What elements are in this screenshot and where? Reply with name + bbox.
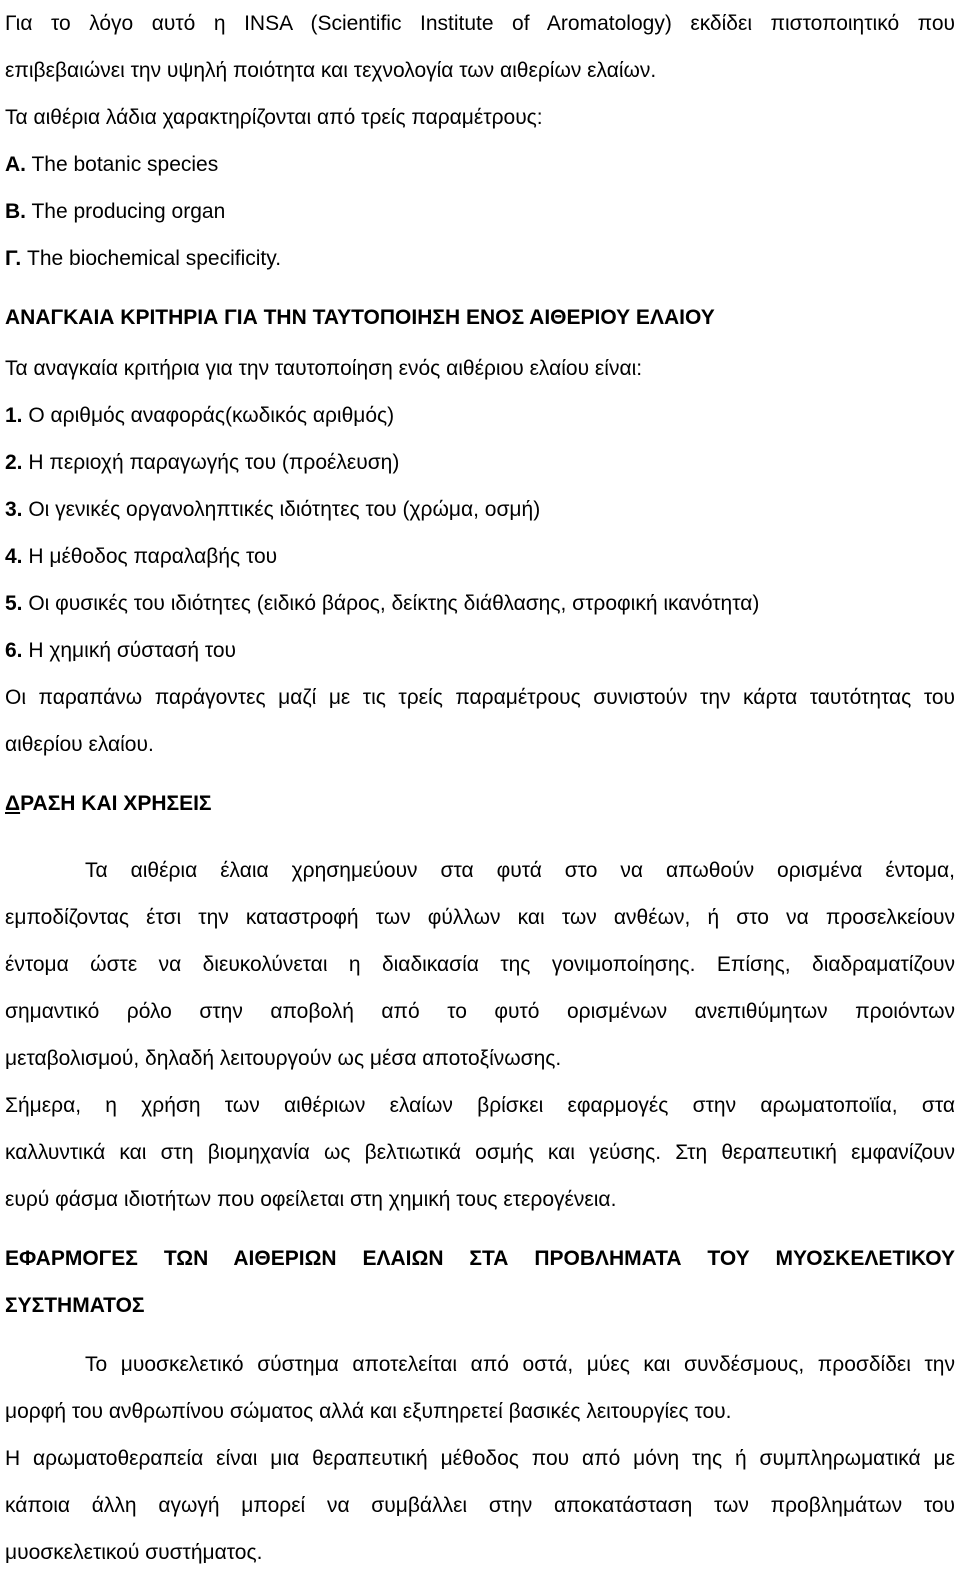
paragraph-aromatherapy [5,1435,955,1576]
criteria-text: Οι φυσικές του ιδιότητες (ειδικό βάρος, δείκτης διάθλασης, στροφική ικανότητα) [22,592,760,615]
section-heading-applications-line-1: ΕΦΑΡΜΟΓΕΣ ΤΩΝ ΑΙΘΕΡΙΩΝ ΕΛΑΙΩΝ ΣΤΑ ΠΡΟΒΛΗΜΑΤΑ ΤΟΥ ΜΥΟΣΚΕΛΕΤΙΚΟΥ [5,1247,955,1270]
criteria-item [5,392,955,439]
paragraph-line: Το μυοσκελετικό σύστημα αποτελείται από οστά, μύες και συνδέσμους, προσδίδει την [85,1353,955,1376]
intro-line-3: Τα αιθέρια λάδια χαρακτηρίζονται από τρείς παραμέτρους: [5,106,543,129]
section-heading-applications-line-2: ΣΥΣΤΗΜΑΤΟΣ [5,1294,145,1317]
parameter-text: The botanic species [26,153,219,176]
heading-underlined-letter: Δ [5,792,21,815]
criteria-text: Η μέθοδος παραλαβής του [22,545,278,568]
criteria-number: 1. [5,404,23,427]
criteria-number: 3. [5,498,23,521]
parameter-text: The biochemical specificity. [21,247,282,270]
paragraph-action [5,847,955,1082]
paragraph-line: ευρύ φάσμα ιδιοτήτων που οφείλεται στη χημική τους ετερογένεια. [5,1188,617,1211]
paragraph-line: σημαντικό ρόλο στην αποβολή από το φυτό ορισμένων ανεπιθύμητων προιόντων [5,1000,955,1023]
criteria-closing-line-2: αιθερίου ελαίου. [5,733,154,756]
criteria-text: Η χημική σύστασή του [22,639,237,662]
parameter-marker: B. [5,200,26,223]
criteria-text: Οι γενικές οργανοληπτικές ιδιότητες του (χρώμα, οσμή) [22,498,541,521]
paragraph-line: εμποδίζοντας έτσι την καταστροφή των φύλλων και των ανθέων, ή στο να προσελκείουν [5,906,955,929]
criteria-text: Ο αριθμός αναφοράς(κωδικός αριθμός) [22,404,395,427]
parameter-item [5,188,955,235]
paragraph-line: μορφή του ανθρωπίνου σώματος αλλά και εξυπηρετεί βασικές λειτουργίες του. [5,1400,732,1423]
criteria-lead: Τα αναγκαία κριτήρια για την ταυτοποίηση ενός αιθέριου ελαίου είναι: [5,357,643,380]
parameter-item [5,141,955,188]
criteria-number: 5. [5,592,23,615]
criteria-number: 2. [5,451,23,474]
paragraph-musculoskeletal [5,1341,955,1435]
section-heading-action-uses [5,780,955,827]
criteria-closing-line-1: Οι παραπάνω παράγοντες μαζί με τις τρείς παραμέτρους συνιστούν την κάρτα ταυτότητας του [5,686,955,709]
section-heading-criteria: ΑΝΑΓΚΑΙΑ ΚΡΙΤΗΡΙΑ ΓΙΑ ΤΗΝ ΤΑΥΤΟΠΟΙΗΣΗ ΕΝΟΣ ΑΙΘΕΡΙΟΥ ΕΛΑΙΟΥ [5,306,715,329]
paragraph-uses [5,1082,955,1223]
parameter-marker: Γ. [5,247,22,270]
paragraph-line: Η αρωματοθεραπεία είναι μια θεραπευτική μέθοδος που από μόνη της ή συμπληρωματικά με [5,1447,955,1470]
heading-rest: ΡΑΣΗ ΚΑΙ ΧΡΗΣΕΙΣ [20,792,212,815]
paragraph-line: κάποια άλλη αγωγή μπορεί να συμβάλλει στην αποκατάσταση των προβλημάτων του [5,1494,955,1517]
parameter-text: The producing organ [26,200,226,223]
criteria-item [5,439,955,486]
paragraph-line: καλλυντικά και στη βιομηχανία ως βελτιωτικά οσμής και γεύσης. Στη θεραπευτική εμφανίζουν [5,1141,955,1164]
criteria-item [5,533,955,580]
intro-line-2: επιβεβαιώνει την υψηλή ποιότητα και τεχνολογία των αιθερίων ελαίων. [5,59,657,82]
criteria-item [5,627,955,674]
criteria-item [5,580,955,627]
criteria-item [5,486,955,533]
paragraph-line: μυοσκελετικού συστήματος. [5,1541,263,1564]
paragraph-line: μεταβολισμού, δηλαδή λειτουργούν ως μέσα αποτοξίνωσης. [5,1047,562,1070]
paragraph-line: Σήμερα, η χρήση των αιθέριων ελαίων βρίσκει εφαρμογές στην αρωματοποϊία, στα [5,1094,955,1117]
paragraph-line: Τα αιθέρια έλαια χρησημεύουν στα φυτά στο να απωθούν ορισμένα έντομα, [85,859,955,882]
document-page [5,0,955,1576]
criteria-text: Η περιοχή παραγωγής του (προέλευση) [22,451,400,474]
paragraph-line: έντομα ώστε να διευκολύνεται η διαδικασία της γονιμοποίησης. Επίσης, διαδραματίζουν [5,953,955,976]
intro-line-1: Για το λόγο αυτό η INSA (Scientific Institute of Aromatology) εκδίδει πιστοποιητικό που [5,12,955,35]
parameter-marker: A. [5,153,26,176]
parameter-item [5,235,955,282]
criteria-number: 6. [5,639,23,662]
criteria-number: 4. [5,545,23,568]
